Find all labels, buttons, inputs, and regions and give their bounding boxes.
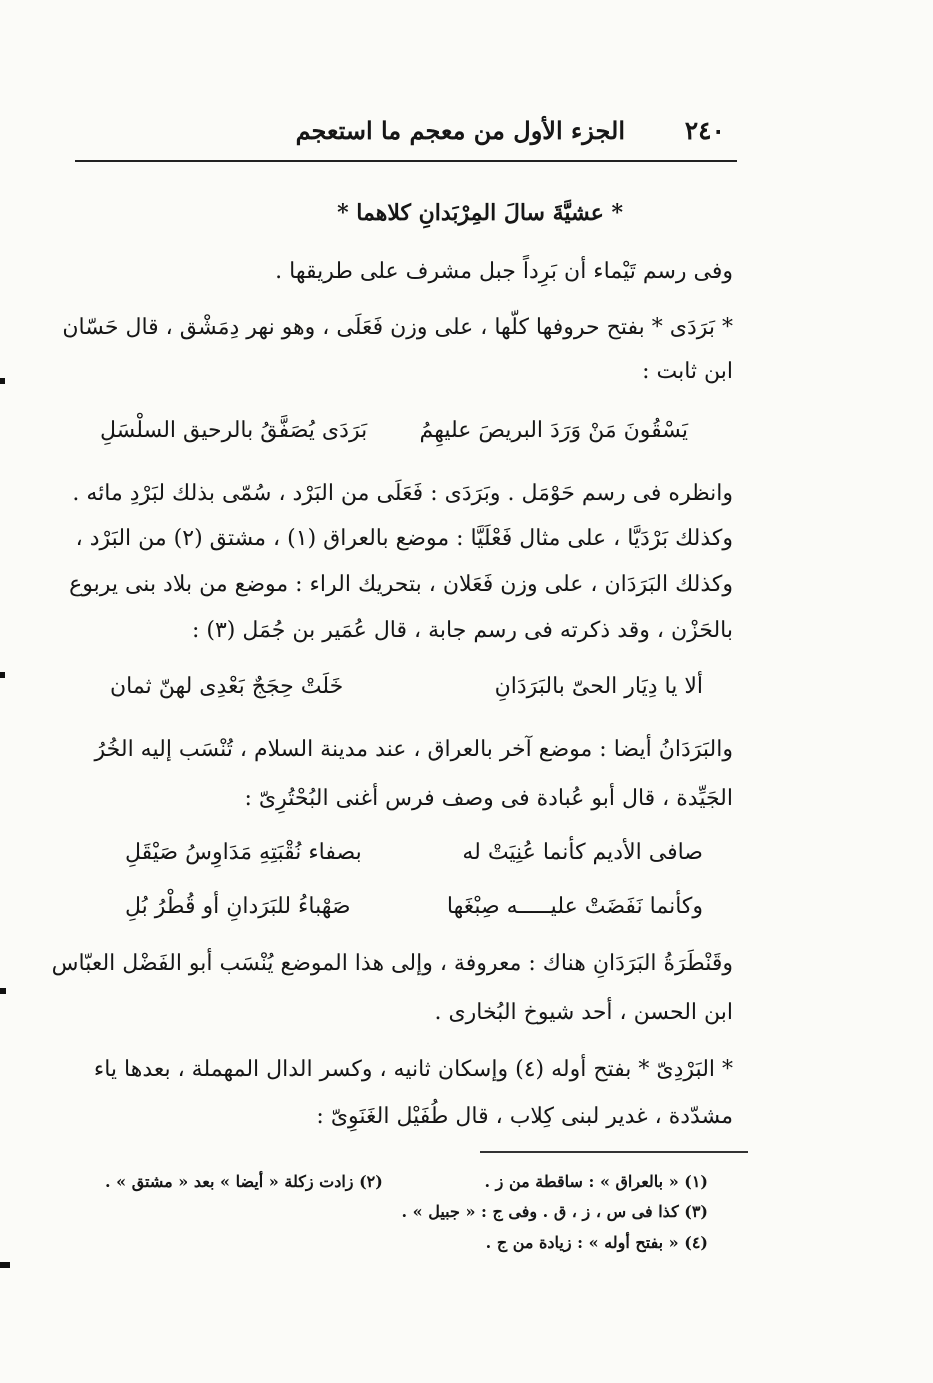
- text-line-9: الجَيِّدة ، قال أبو عُبادة فى وصف فرس أغنى البُحْتُرِىّ :: [244, 786, 733, 811]
- page-header: [75, 108, 737, 152]
- text-line-7: بالحَزْن ، وقد ذكرته فى رسم جابة ، قال عُمَير بن جُمَل (٣) :: [191, 618, 733, 643]
- text-line-3: ابن ثابت :: [642, 359, 733, 384]
- margin-mark: [0, 988, 6, 994]
- verse-1-second-half: بَرَدَى يُصَفَّقُ بالرحيق السلْسَلِ: [100, 418, 368, 443]
- verse-3-first-half: صافى الأديم كأنما عُنِيَتْ له: [462, 840, 703, 865]
- verse-1-first-half: يَسْقُونَ مَنْ وَرَدَ البريصَ عليهِمُ: [419, 418, 688, 443]
- page-number: ٢٤٠: [684, 115, 725, 145]
- verse-4-second-half: صَهْباءُ للبَرَدانِ أو قُطْرُ بُلِ: [125, 894, 351, 919]
- text-line-8: والبَرَدَانُ أيضا : موضع آخر بالعراق ، عند مدينة السلام ، تُنْسَب إليه الخُرُ: [94, 737, 733, 762]
- footnote-2: (٢) زادت زكلة « أيضا » بعد « مشتق » .: [105, 1172, 383, 1191]
- text-line-12: * البَرْدِىّ * بفتح أوله (٤) وإسكان ثانيه ، وكسر الدال المهملة ، بعدها ياء: [93, 1057, 733, 1082]
- footnote-4: (٤) « بفتح أوله » : زيادة من ج .: [485, 1233, 708, 1252]
- margin-mark: [0, 672, 5, 678]
- hemistich-top: * عشيَّةَ سالَ المِرْبَدانِ كلاهما *: [337, 200, 623, 226]
- verse-2-first-half: ألا يا دِيَار الحىّ بالبَرَدَانِ: [494, 674, 703, 699]
- verse-2-second-half: خَلَتْ حِجَجٌ بَعْدِى لهنّ ثمان: [110, 674, 344, 699]
- footnote-3: (٣) كذا فى س ، ز ، ق . وفى ج : « جبيل » .: [401, 1202, 708, 1221]
- text-line-6: وكذلك البَرَدَان ، على وزن فَعَلان ، بتحريك الراء : موضع من بلاد بنى يربوع: [69, 572, 733, 597]
- text-line-1: وفى رسم تَيْماء أن بَرِداً جبل مشرف على طريقها .: [275, 259, 733, 284]
- text-line-11: ابن الحسن ، أحد شيوخ البُخارى .: [434, 1000, 733, 1025]
- text-line-5: وكذلك بَرْدَيَّا ، على مثال فَعْلَيَّا : موضع بالعراق (١) ، مشتق (٢) من البَرْد ،: [75, 526, 733, 551]
- verse-3-second-half: بصفاء نُقْبَتِهِ مَدَاوِسُ صَيْقَلِ: [125, 840, 362, 865]
- footnote-1: (١) « بالعراق » : ساقطة من ز .: [484, 1172, 708, 1191]
- text-line-13: مشدّدة ، غدير لبنى كِلاب ، قال طُفَيْل الغَنَوِىّ :: [316, 1104, 733, 1129]
- text-line-10: وقَنْطَرَةُ البَرَدَانِ هناك : معروفة ، وإلى هذا الموضع يُنْسَب أبو الفَضْل العبّاس: [51, 951, 733, 976]
- text-line-4: وانظره فى رسم حَوْمَل . وبَرَدَى : فَعَلَى من البَرْد ، سُمّى بذلك لبَرْدِ مائه .: [72, 481, 733, 506]
- verse-4-first-half: وكأنما نَفَضَتْ عليـــــه صِبْغَها: [446, 894, 703, 919]
- footnote-rule: [480, 1151, 748, 1153]
- text-line-2: * بَرَدَى * بفتح حروفها كلّها ، على وزن فَعَلَى ، وهو نهر دِمَشْق ، قال حَسّان: [62, 315, 733, 340]
- header-rule: [75, 160, 737, 162]
- running-title: الجزء الأول من معجم ما استعجم: [295, 115, 625, 145]
- margin-mark: [0, 378, 5, 384]
- margin-mark: [0, 1262, 10, 1268]
